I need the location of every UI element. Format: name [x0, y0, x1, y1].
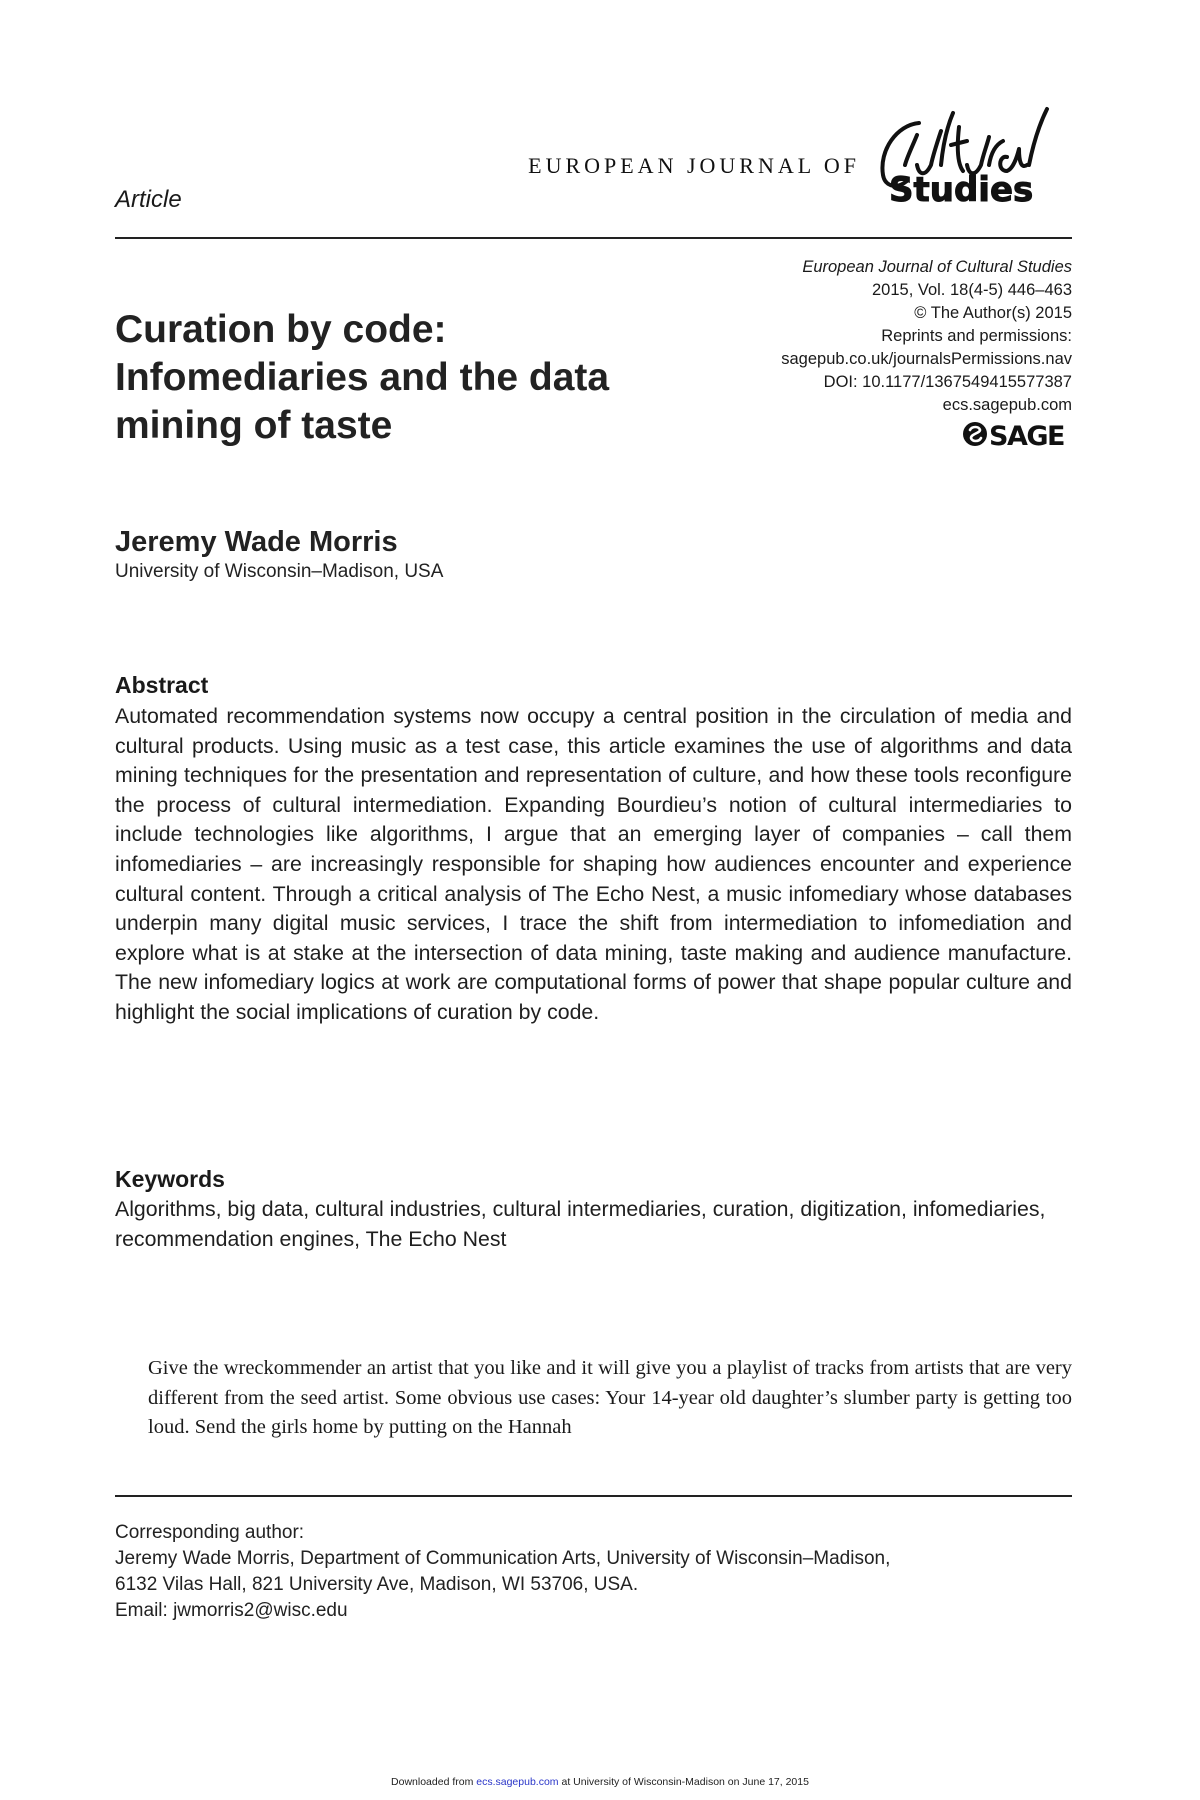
cultural-studies-logo — [867, 105, 1072, 215]
title-line: Curation by code: — [115, 308, 447, 352]
reprints-label: Reprints and permissions: — [881, 327, 1072, 345]
keywords-text: Algorithms, big data, cultural industries, cultural intermediaries, curation, digitization, infomediaries, recommendation engines, The Echo Nest — [115, 1197, 1046, 1251]
abstract-heading: Abstract — [115, 672, 209, 698]
download-footer — [0, 1776, 1200, 1788]
title-line: Infomediaries and the data — [115, 356, 610, 400]
corresponding-author-email[interactable]: Email: jwmorris2@wisc.edu — [115, 1600, 348, 1621]
header-divider — [115, 237, 1072, 239]
corresponding-author-note — [115, 1520, 1085, 1624]
title-line: mining of taste — [115, 404, 393, 448]
permissions-link[interactable]: sagepub.co.uk/journalsPermissions.nav — [781, 350, 1072, 368]
corresponding-author-address: 6132 Vilas Hall, 821 University Ave, Madison, WI 53706, USA. — [115, 1574, 639, 1595]
journal-site-link[interactable]: ecs.sagepub.com — [942, 396, 1072, 414]
download-prefix: Downloaded from — [391, 1776, 474, 1788]
author-name: Jeremy Wade Morris — [115, 526, 398, 558]
author-affiliation: University of Wisconsin–Madison, USA — [115, 561, 444, 582]
abstract-text: Automated recommendation systems now occupy a central position in the circulation of media and cultural products. Using music as a test case, this article examines the use of algorithms and data mining techniques for the presentation and representation of culture, and how these tools reconfigure the process of cultural intermediation. Expanding Bourdieu’s notion of cultural intermediaries to include technologies like algorithms, I argue that an emerging layer of companies – call them infomediaries – are increasingly responsible for shaping how audiences encounter and experience cultural content. Through a critical analysis of The Echo Nest, a music infomediary whose databases underpin many digital music services, I trace the shift from intermediation to infomediation and explore what is at stake at the intersection of data mining, taste making and audience manufacture. The new infomediary logics at work are computational forms of power that shape popular culture and highlight the social implications of curation by code. — [115, 704, 1072, 1024]
keywords-heading: Keywords — [115, 1166, 225, 1192]
article-title — [115, 306, 675, 450]
sage-logo — [962, 419, 1072, 449]
copyright-notice: © The Author(s) 2015 — [914, 304, 1072, 322]
download-suffix: at University of Wisconsin-Madison on June 17, 2015 — [561, 1776, 809, 1788]
article-type-label: Article — [115, 186, 182, 213]
sage-logo-text: SAGE — [989, 421, 1064, 449]
download-source-link[interactable]: ecs.sagepub.com — [476, 1776, 559, 1788]
publication-info — [632, 256, 1072, 417]
corresponding-author-label: Corresponding author: — [115, 1522, 305, 1543]
journal-prefix: EUROPEAN JOURNAL OF — [528, 153, 860, 178]
corresponding-author-line: Jeremy Wade Morris, Department of Communication Arts, University of Wisconsin–Madison, — [115, 1548, 891, 1569]
footnote-divider — [115, 1495, 1072, 1497]
journal-name: European Journal of Cultural Studies — [802, 258, 1072, 276]
svg-text:Studies: Studies — [889, 170, 1034, 210]
doi-link[interactable]: DOI: 10.1177/1367549415577387 — [823, 373, 1072, 391]
volume-info: 2015, Vol. 18(4-5) 446–463 — [872, 281, 1072, 299]
journal-masthead — [432, 105, 1072, 220]
epigraph-quote: Give the wreckommender an artist that you like and it will give you a playlist of tracks from artists that are very different from the seed artist. Some obvious use cases: Your 14-year old daughter’s slumber party is getting too loud. Send the girls home by putting on the Hannah — [148, 1357, 1072, 1438]
